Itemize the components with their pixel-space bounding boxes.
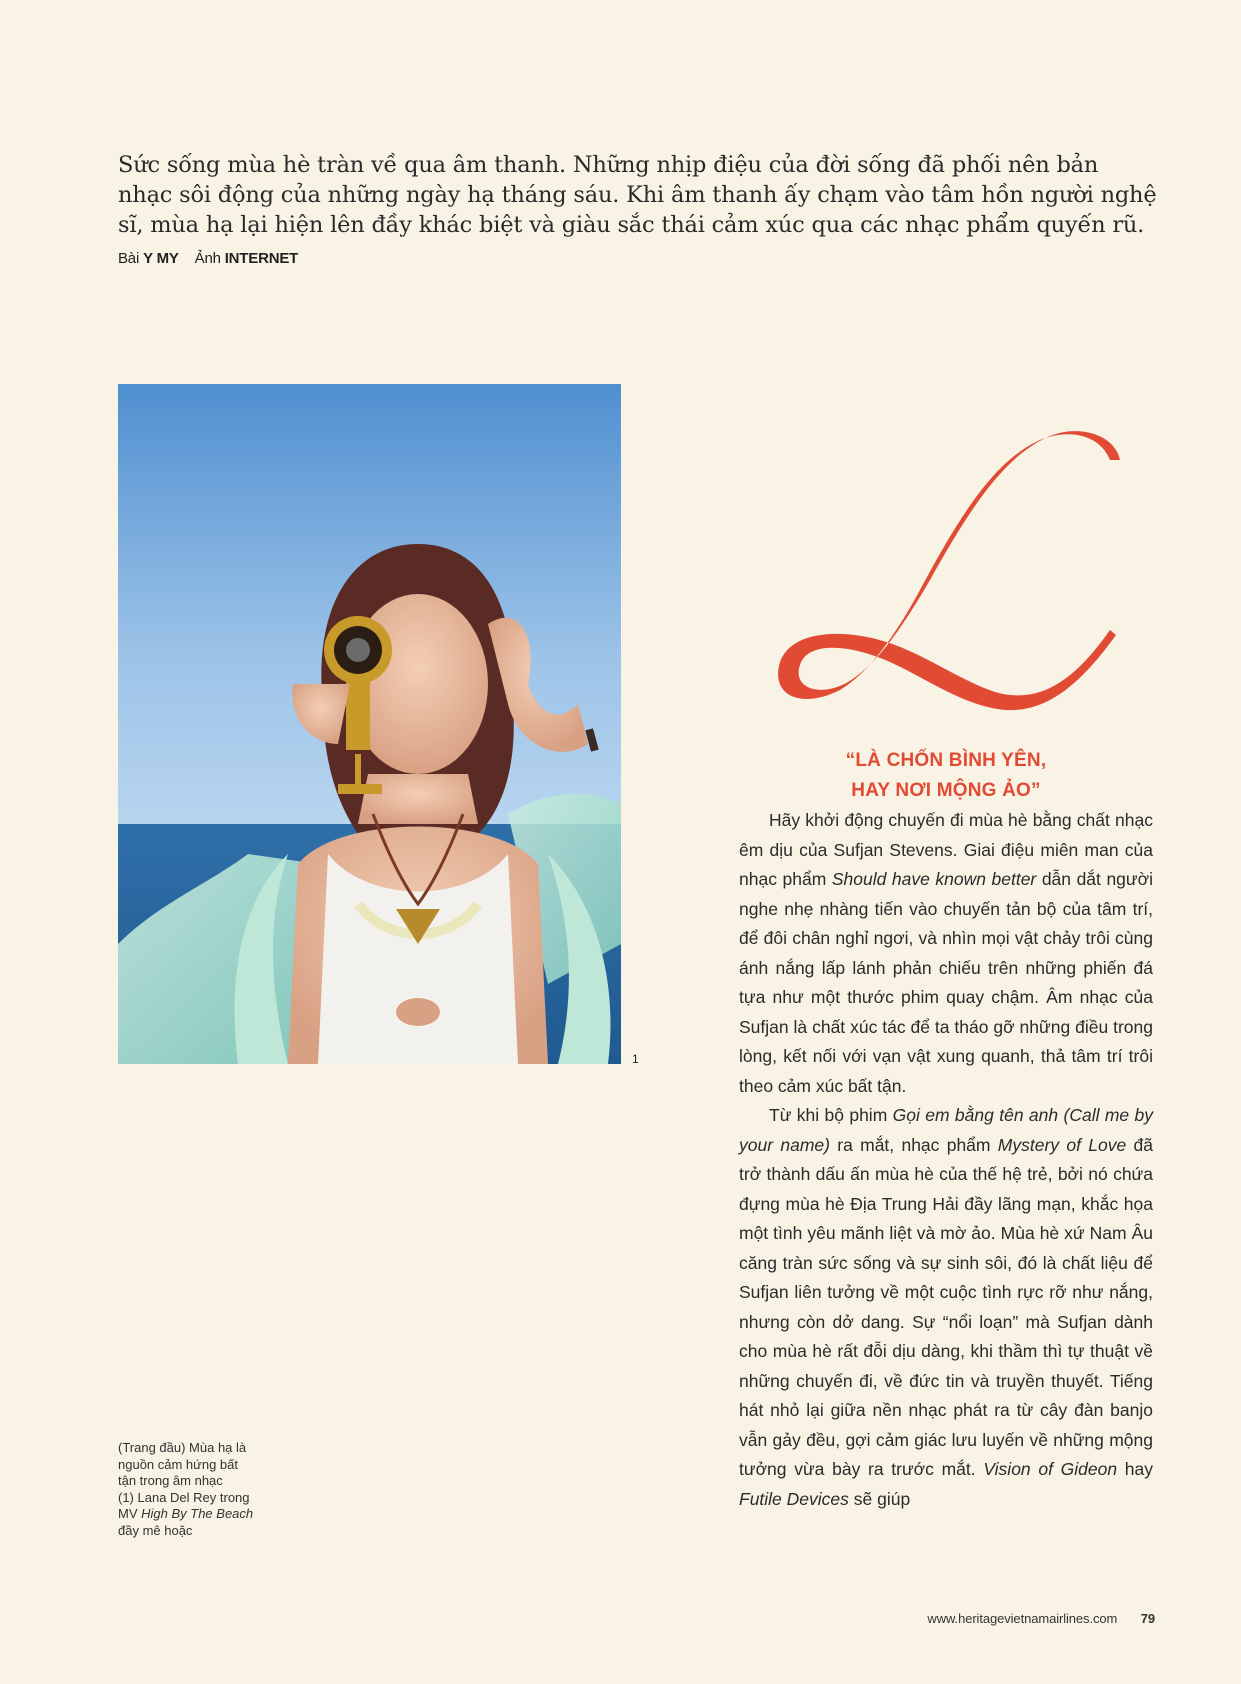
caption-line [118, 1506, 268, 1523]
text-run: hay [1117, 1459, 1153, 1479]
paragraph-2 [739, 1101, 1153, 1514]
byline [118, 250, 298, 267]
text-run: đã trở thành dấu ấn mùa hè của thế hệ trẻ, bởi nó chứa đựng mùa hè Địa Trung Hải đầy lãng mạn, khắc họa một tình yêu mãnh liệt và mờ ảo. Mùa hè xứ Nam Âu căng tràn sức sống và sự sinh sôi, đó là chất liệu để Sufjan liên tưởng về một cuộc tình rực rỡ như nắng, nhưng còn dở dang. Sự “nổi loạn” mà Sufjan dành cho mùa hè rất đỗi dịu dàng, khi thầm thì tự thuật về những chuyến đi, về đức tin và truyền thuyết. Tiếng hát nhỏ lại giữa nền nhạc phát ra từ cây đàn banjo vẫn gảy đều, gợi cảm giác lưu luyến về những mộng tưởng vừa bày ra trước mắt. [739, 1134, 1153, 1479]
author-name: Y MY [143, 250, 179, 267]
song-title: Should have known better [831, 869, 1037, 889]
caption-line: nguồn cảm hứng bất [118, 1456, 239, 1472]
video-title: High By The Beach [141, 1506, 254, 1521]
website-url: www.heritagevietnamairlines.com [927, 1611, 1118, 1626]
text-run: ra mắt, nhạc phẩm [829, 1134, 998, 1155]
photo-caption [118, 1440, 268, 1539]
text-run: Từ khi bộ phim [769, 1105, 893, 1125]
caption-line: (1) Lana Del Rey trong [118, 1489, 250, 1505]
caption-line: đầy mê hoặc [118, 1522, 193, 1538]
caption-text: MV [118, 1506, 142, 1521]
dropcap-l-letter [770, 430, 1120, 730]
text-run: sẽ giúp [848, 1488, 911, 1509]
lana-del-rey-photo [118, 384, 621, 1064]
page-footer [927, 1611, 1155, 1626]
heading-line-2: HAY NƠI MỘNG ẢO” [851, 780, 1041, 801]
photo-number: 1 [632, 1052, 639, 1066]
heading-line-1: “LÀ CHỐN BÌNH YÊN, [845, 750, 1047, 771]
film-title: Gọi em bằng tên anh (Call me by your name) [739, 1105, 1153, 1155]
paragraph-1 [739, 806, 1153, 1101]
article-lede: Sức sống mùa hè tràn về qua âm thanh. Những nhịp điệu của đời sống đã phối nên bản nhạc sôi động của những ngày hạ tháng sáu. Khi âm thanh ấy chạm vào tâm hồn người nghệ sĩ, mùa hạ lại hiện lên đầy khác biệt và giàu sắc thái cảm xúc qua các nhạc phẩm quyến rũ. [118, 152, 1157, 238]
song-title: Futile Devices [739, 1488, 849, 1509]
photo-label: Ảnh [194, 250, 221, 267]
text-run: dẫn dắt người nghe nhẹ nhàng tiến vào chuyến tản bộ của tâm trí, để đôi chân nghỉ ngơi, và nhìn mọi vật chảy trôi cùng ánh nắng lấp lánh phản chiếu trên những phiến đá tựa như một thước phim quay chậm. Âm nhạc của Sufjan là chất xúc tác để ta tháo gỡ những điều trong lòng, kết nối với vạn vật xung quanh, thả tâm trí trôi theo cảm xúc bất tận. [739, 869, 1153, 1096]
song-title: Mystery of Love [997, 1134, 1127, 1155]
caption-line: (Trang đầu) Mùa hạ là [118, 1440, 247, 1455]
page-number: 79 [1140, 1611, 1155, 1626]
author-label: Bài [118, 250, 140, 267]
song-title: Vision of Gideon [983, 1459, 1118, 1479]
caption-line: tận trong âm nhạc [118, 1473, 223, 1488]
article-body [739, 806, 1153, 1514]
text-run: Hãy khởi động chuyến đi mùa hè bằng chất nhạc êm dịu của Sufjan Stevens. Giai điệu miên man của nhạc phẩm [739, 810, 1153, 889]
photo-source: INTERNET [224, 250, 299, 267]
section-heading [738, 746, 1154, 806]
